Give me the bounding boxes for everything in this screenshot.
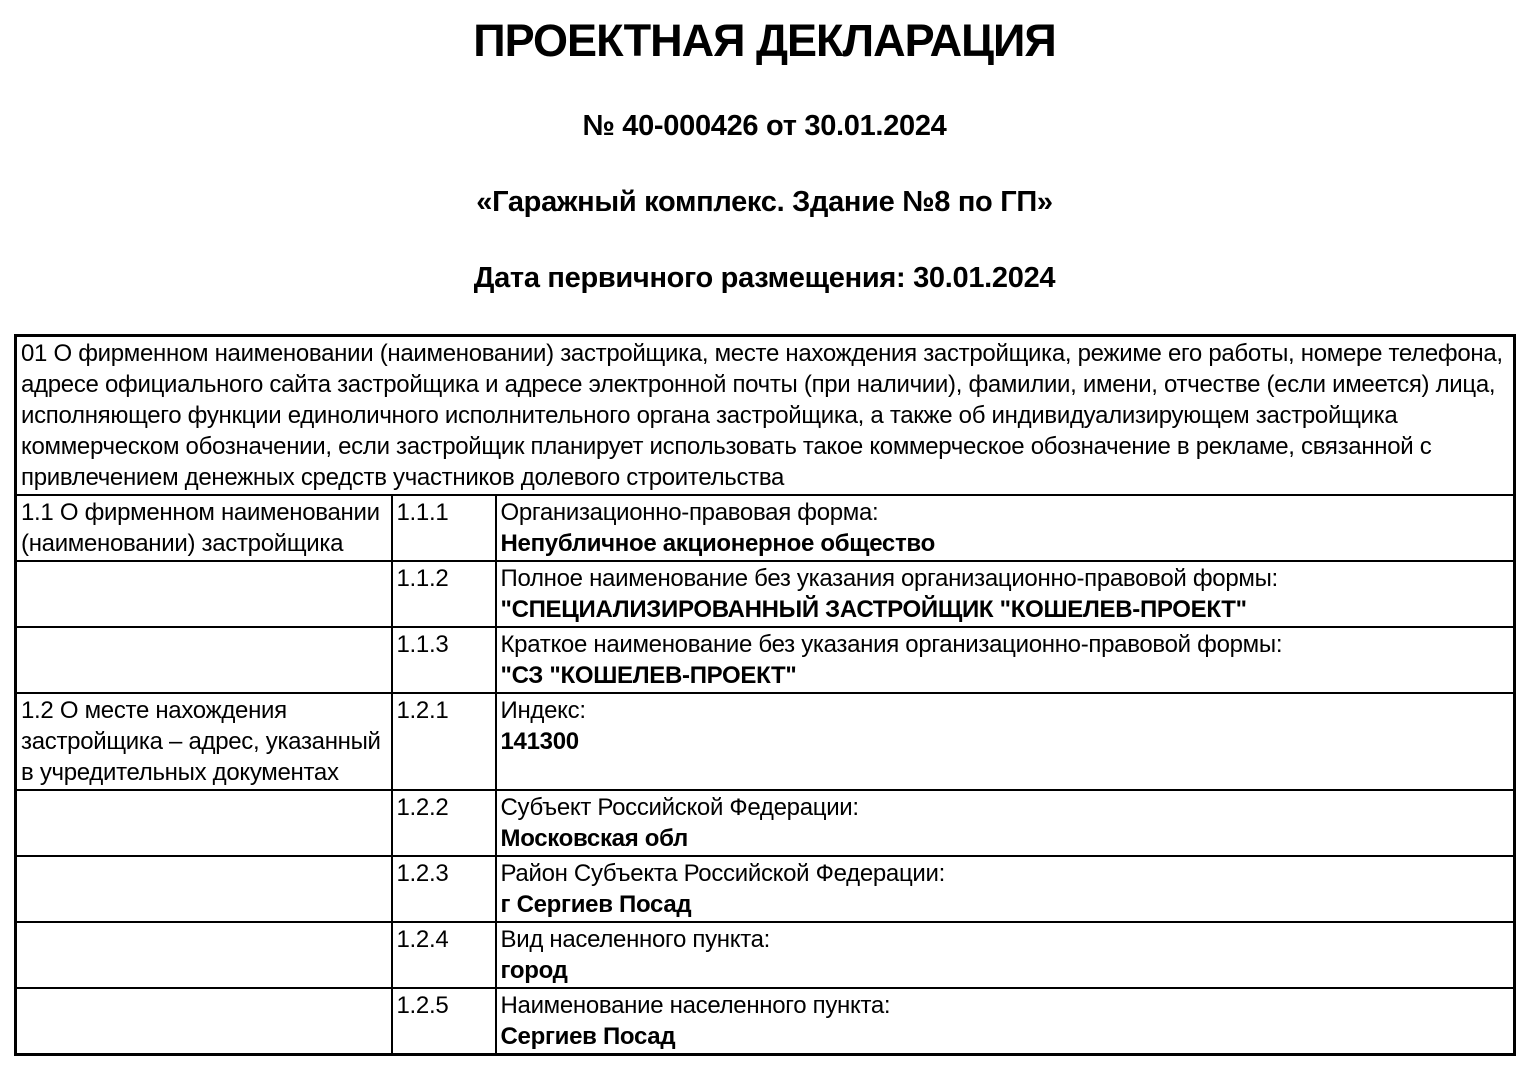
row-value-cell <box>496 922 1515 988</box>
field-value: Непубличное акционерное общество <box>500 530 935 557</box>
declaration-number: № 40-000426 от 30.01.2024 <box>582 110 947 142</box>
field-label: Наименование населенного пункта: <box>500 992 891 1019</box>
table-row <box>16 988 1515 1055</box>
row-code: 1.2.5 <box>392 988 496 1055</box>
table-row <box>16 693 1515 790</box>
field-value: Московская обл <box>500 825 689 852</box>
field-value: г Сергиев Посад <box>500 891 692 918</box>
row-value-cell <box>496 856 1515 922</box>
section-header-row <box>16 336 1515 496</box>
first-publication-date: Дата первичного размещения: 30.01.2024 <box>473 262 1056 294</box>
group-label-1-1: 1.1 О фирменном наименовании (наименовании) застройщика <box>16 495 392 561</box>
table-row <box>16 856 1515 922</box>
project-name: «Гаражный комплекс. Здание №8 по ГП» <box>476 186 1053 218</box>
row-code: 1.2.2 <box>392 790 496 856</box>
document-header <box>0 12 1529 296</box>
table-row <box>16 495 1515 561</box>
field-value: Сергиев Посад <box>500 1023 676 1050</box>
field-label: Полное наименование без указания организационно-правовой формы: <box>500 565 1278 592</box>
page-title: ПРОЕКТНАЯ ДЕКЛАРАЦИЯ <box>473 15 1056 66</box>
field-label: Субъект Российской Федерации: <box>500 794 859 821</box>
field-value: город <box>500 957 568 984</box>
row-code: 1.2.1 <box>392 693 496 790</box>
section-01-header: 01 О фирменном наименовании (наименовании) застройщика, месте нахождения застройщика, режиме его работы, номере телефона, адресе официального сайта застройщика и адресе электронной почты (при наличии), фамилии, имени, отчестве (если имеется) лица, исполняющего функции единоличного исполнительного органа застройщика, а также об индивидуализирующем застройщика коммерческом обозначении, если застройщик планирует использовать такое коммерческое обозначение в рекламе, связанной с привлечением денежных средств участников долевого строительства <box>16 336 1515 496</box>
group-label-empty <box>16 922 392 988</box>
group-label-empty <box>16 561 392 627</box>
table-row <box>16 922 1515 988</box>
row-code: 1.2.4 <box>392 922 496 988</box>
group-label-empty <box>16 627 392 693</box>
row-value-cell <box>496 693 1515 790</box>
group-label-empty <box>16 988 392 1055</box>
field-label: Район Субъекта Российской Федерации: <box>500 860 945 887</box>
row-value-cell <box>496 790 1515 856</box>
field-value: 141300 <box>500 728 579 755</box>
group-label-1-2: 1.2 О месте нахождения застройщика – адрес, указанный в учредительных документах <box>16 693 392 790</box>
table-row <box>16 561 1515 627</box>
field-value: "СПЕЦИАЛИЗИРОВАННЫЙ ЗАСТРОЙЩИК "КОШЕЛЕВ-ПРОЕКТ" <box>500 596 1247 623</box>
row-code: 1.1.1 <box>392 495 496 561</box>
group-label-empty <box>16 790 392 856</box>
field-label: Индекс: <box>500 697 586 724</box>
row-value-cell <box>496 627 1515 693</box>
table-row <box>16 790 1515 856</box>
table-row <box>16 627 1515 693</box>
field-label: Организационно-правовая форма: <box>500 499 879 526</box>
group-label-empty <box>16 856 392 922</box>
declaration-table <box>14 334 1516 1056</box>
row-value-cell <box>496 495 1515 561</box>
field-label: Вид населенного пункта: <box>500 926 771 953</box>
field-label: Краткое наименование без указания организационно-правовой формы: <box>500 631 1283 658</box>
row-value-cell <box>496 988 1515 1055</box>
row-code: 1.1.2 <box>392 561 496 627</box>
row-value-cell <box>496 561 1515 627</box>
field-value: "СЗ "КОШЕЛЕВ-ПРОЕКТ" <box>500 662 797 689</box>
row-code: 1.1.3 <box>392 627 496 693</box>
row-code: 1.2.3 <box>392 856 496 922</box>
